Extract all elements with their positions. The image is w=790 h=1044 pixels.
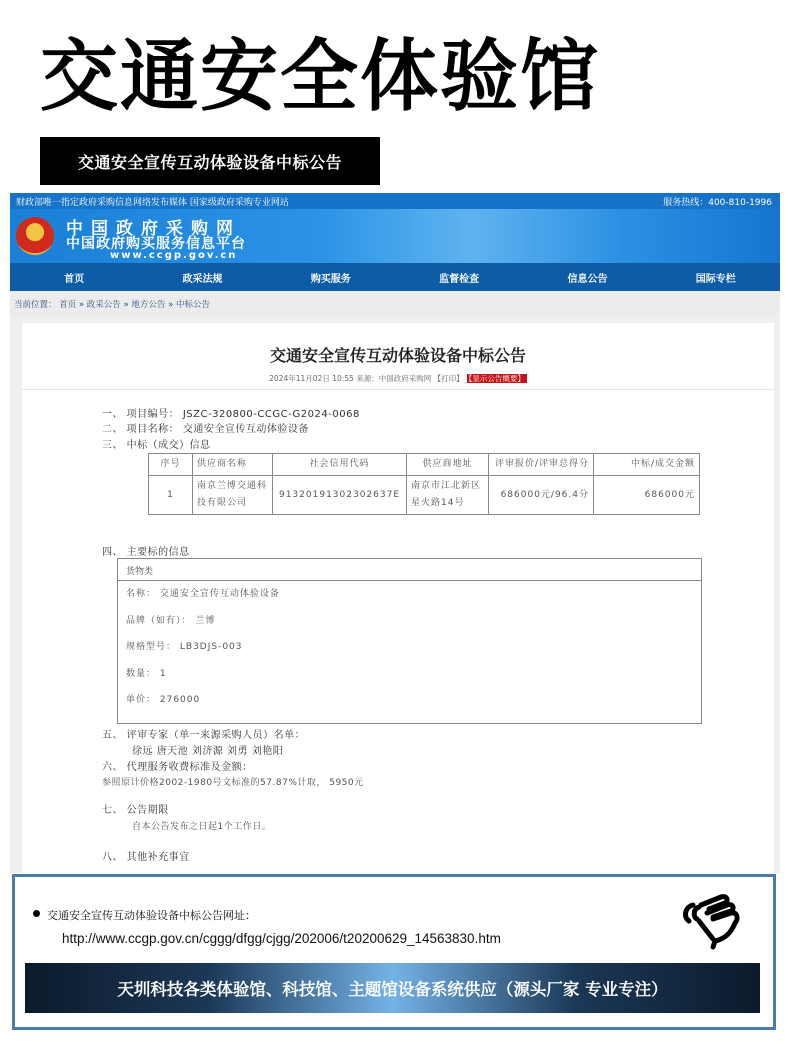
nav-home[interactable]: 首页 (64, 273, 85, 285)
section-other: 八、 其他补充事宜 (102, 852, 190, 863)
notice-period-detail: 自本公告发布之日起1个工作日。 (132, 822, 272, 832)
section-project-name: 二、 项目名称： 交通安全宣传互动体验设备 (102, 424, 309, 435)
goods-header: 货物类 (118, 559, 701, 581)
goods-item: 数量： 1 (126, 668, 167, 679)
divider (22, 389, 774, 390)
link-label: 交通安全宣传互动体验设备中标公告网址： (47, 909, 256, 922)
cell-address: 南京市江北新区星火路14号 (407, 476, 489, 515)
link-box (12, 874, 776, 1030)
site-logo-title[interactable]: 中国政府采购网 (66, 219, 241, 239)
site-logo-subtitle: 中国政府购买服务信息平台 (66, 236, 246, 252)
pointing-hand-icon (679, 891, 743, 951)
section-bid-info: 三、 中标（成交）信息 (102, 440, 211, 451)
nav-supervision[interactable]: 监督检查 (439, 273, 480, 285)
goods-item: 品牌（如有）： 兰博 (126, 615, 216, 626)
section-project-number: 一、 项目编号： JSZC-320800-CCGC-G2024-0068 (102, 409, 360, 420)
show-summary-button[interactable]: 【显示公告概要】 (468, 374, 525, 383)
bullet-icon (33, 910, 40, 917)
announcement-screenshot (10, 193, 780, 873)
expert-names: 徐远 唐天池 刘济源 刘勇 刘艳阳 (132, 746, 284, 757)
goods-item: 规格型号： LB3DJS-003 (126, 642, 243, 652)
goods-box (117, 558, 702, 724)
national-emblem-icon (16, 217, 54, 255)
cell-amount: 686000元 (594, 476, 700, 515)
topbar-slogan: 财政部唯一指定政府采购信息网络发布媒体 国家级政府采购专业网站 (16, 197, 289, 208)
site-logo-url: www.ccgp.gov.cn (110, 250, 238, 261)
nav-services[interactable]: 购买服务 (310, 273, 351, 285)
document-body (22, 323, 774, 873)
col-header: 序号 (149, 454, 193, 476)
agency-fee-detail: 参照原计价格2002-1980号文标准的57.87%计取， 5950元 (102, 778, 364, 788)
table-header-row (149, 454, 700, 476)
site-nav (10, 263, 780, 291)
col-header: 供应商地址 (407, 454, 489, 476)
announcement-url[interactable]: http://www.ccgp.gov.cn/cggg/dfgg/cjgg/202006/t20200629_14563830.htm (62, 931, 501, 946)
col-header: 社会信用代码 (273, 454, 407, 476)
site-topbar (10, 193, 780, 209)
section-notice-period: 七、 公告期限 (102, 805, 169, 816)
cell-price-score: 686000元/96.4分 (489, 476, 594, 515)
cell-credit-code: 91320191302302637E (273, 476, 407, 515)
nav-regulations[interactable]: 政采法规 (182, 273, 223, 285)
hotline: 服务热线：400-810-1996 (663, 197, 772, 208)
site-header (10, 209, 780, 263)
nav-international[interactable]: 国际专栏 (695, 273, 736, 285)
nav-announcements[interactable]: 信息公告 (567, 273, 608, 285)
cell-supplier: 南京兰博交通科技有限公司 (193, 476, 273, 515)
document-meta (22, 373, 774, 384)
section-main-items: 四、 主要标的信息 (102, 547, 190, 558)
sub-banner: 交通安全宣传互动体验设备中标公告 (40, 137, 380, 185)
col-header: 评审报价/评审总得分 (489, 454, 594, 476)
section-agency-fee: 六、 代理服务收费标准及金额： (102, 762, 253, 773)
promo-banner: 天圳科技各类体验馆、科技馆、主题馆设备系统供应（源头厂家 专业专注） (25, 963, 760, 1013)
goods-item: 单价： 276000 (126, 695, 201, 705)
document-title: 交通安全宣传互动体验设备中标公告 (269, 346, 526, 365)
table-row (149, 476, 700, 515)
cell-index: 1 (149, 476, 193, 515)
goods-item: 名称： 交通安全宣传互动体验设备 (126, 589, 280, 599)
section-experts: 五、 评审专家（单一来源采购人员）名单： (102, 730, 306, 741)
page-title: 交通安全体验馆 (40, 32, 601, 122)
meta-text: 2024年11月02日 10:55 来源：中国政府采购网 【打印】 (269, 374, 464, 383)
col-header: 供应商名称 (193, 454, 273, 476)
col-header: 中标/成交金额 (594, 454, 700, 476)
breadcrumb[interactable]: 当前位置： 首页 » 政采公告 » 地方公告 » 中标公告 (10, 291, 780, 317)
bid-table (148, 453, 700, 515)
